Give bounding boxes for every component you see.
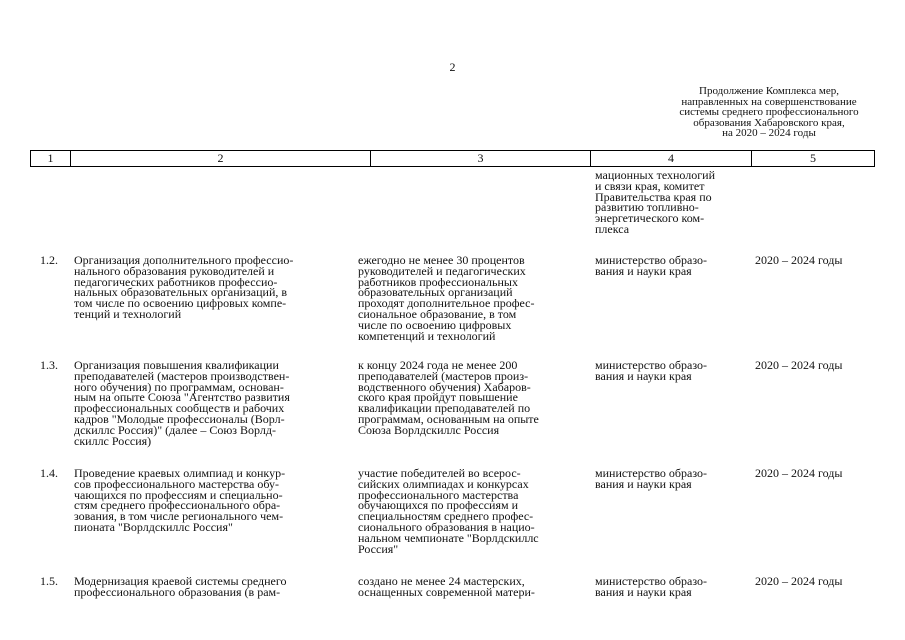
row-period: 2020 – 2024 годы: [755, 574, 843, 588]
row-responsible: министерство образо- вания и науки края: [595, 574, 708, 599]
carryover-responsible: мационных технологий и связи края, комитет Правительства края по развитию топливно- энергетического ком- плекса: [595, 168, 716, 236]
row-period: 2020 – 2024 годы: [755, 466, 843, 480]
row-result: ежегодно не менее 30 процентов руководителей и педагогических работников профессиональных образовательных организаций проходят дополнительное профес- сиональное образование, в том числе по освоению цифровых компетенций и технологий: [358, 253, 535, 343]
header-col-1: 1: [31, 151, 71, 166]
row-number: 1.5.: [40, 574, 58, 588]
row-measure: Организация дополнительного профессио- нального образования руководителей и педагогических работников профессио- нальных образовательных организаций, в том числе по освоению цифровых компе- тенций и технологий: [74, 253, 294, 321]
row-measure: Проведение краевых олимпиад и конкур- сов профессионального мастерства обу- чающихся по профессиям и специально- стям среднего профессионального обра- зования, в том числе регионального чем- пионата "Ворлдскиллс Россия": [74, 466, 286, 534]
header-col-3: 3: [371, 151, 591, 166]
row-period: 2020 – 2024 годы: [755, 358, 843, 372]
row-number: 1.4.: [40, 466, 58, 480]
table-header-row: [30, 150, 875, 167]
title-line: Продолжение Комплекса мер,: [699, 85, 839, 97]
row-result: к концу 2024 года не менее 200 преподавателей (мастеров произ- водственного обучения) Хабаров- ского края пройдут повышение квалификации преподавателей по программам, основанным на опыте Союза Ворлдскиллс Россия: [358, 358, 539, 437]
row-number: 1.2.: [40, 253, 58, 267]
row-number: 1.3.: [40, 358, 58, 372]
header-col-4: 4: [591, 151, 752, 166]
row-result: участие победителей во всерос- сийских олимпиадах и конкурсах профессионального мастерства обучающихся по профессиям и специальностям среднего профес- сионального образования в нацио- нальном чемпионате "Ворлдскиллс Россия": [358, 466, 539, 556]
header-col-5: 5: [810, 151, 816, 165]
title-line: направленных на совершенствование: [681, 95, 857, 108]
title-line: на 2020 – 2024 годы: [722, 127, 816, 139]
row-responsible: министерство образо- вания и науки края: [595, 253, 708, 278]
row-measure: Организация повышения квалификации преподавателей (мастеров производствен- ного обучения) по программам, основан- ным на опыте Союза "Агентство развития профессиональных сообществ и рабочих кадров "Молодые профессионалы (Ворл- дскиллс Россия)" (далее – Союз Ворлд- скиллс Россия): [74, 358, 290, 448]
row-period: 2020 – 2024 годы: [755, 253, 843, 267]
row-responsible: министерство образо- вания и науки края: [595, 358, 708, 383]
page-number: 2: [449, 60, 456, 74]
title-line: образования Хабаровского края,: [693, 116, 845, 129]
header-col-2: 2: [71, 151, 371, 166]
row-result: создано не менее 24 мастерских, оснащенных современной матери-: [358, 574, 535, 599]
continuation-title: [640, 86, 898, 139]
title-line: системы среднего профессионального: [679, 106, 859, 118]
row-measure: Модернизация краевой системы среднего профессионального образования (в рам-: [74, 574, 287, 599]
row-responsible: министерство образо- вания и науки края: [595, 466, 708, 491]
